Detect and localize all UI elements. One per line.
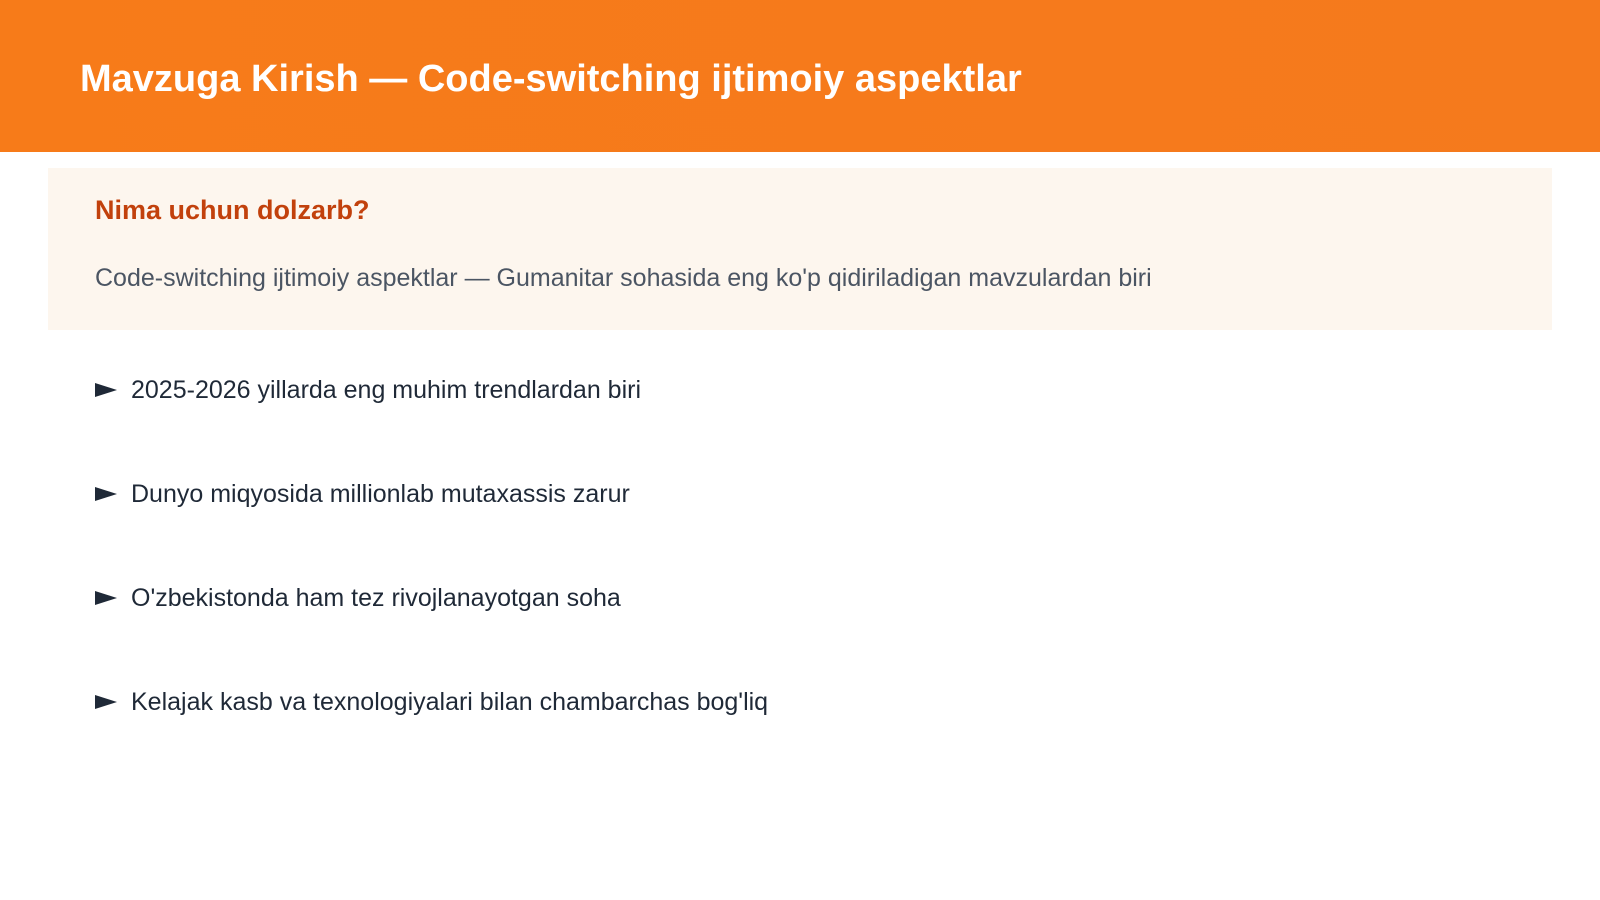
intro-text: Code-switching ijtimoiy aspektlar — Gumanitar sohasida eng ko'p qidiriladigan mavzulardan biri	[95, 264, 1152, 292]
slide-title: Mavzuga Kirish — Code-switching ijtimoiy aspektlar	[80, 58, 1022, 100]
bullet-item	[95, 372, 768, 408]
bullet-list	[95, 372, 768, 788]
bullet-text: Dunyo miqyosida millionlab mutaxassis zarur	[131, 480, 630, 508]
triangle-arrow-icon	[95, 591, 117, 605]
bullet-text: Kelajak kasb va texnologiyalari bilan chambarchas bog'liq	[131, 688, 769, 716]
bullet-item	[95, 476, 768, 512]
bullet-item	[95, 580, 768, 616]
intro-heading: Nima uchun dolzarb?	[95, 195, 370, 225]
triangle-arrow-icon	[95, 695, 117, 709]
header-bar	[0, 0, 1600, 152]
intro-callout	[48, 168, 1552, 330]
bullet-item	[95, 684, 768, 720]
triangle-arrow-icon	[95, 487, 117, 501]
bullet-text: O'zbekistonda ham tez rivojlanayotgan soha	[131, 584, 621, 612]
triangle-arrow-icon	[95, 383, 117, 397]
bullet-text: 2025-2026 yillarda eng muhim trendlardan biri	[131, 376, 642, 404]
